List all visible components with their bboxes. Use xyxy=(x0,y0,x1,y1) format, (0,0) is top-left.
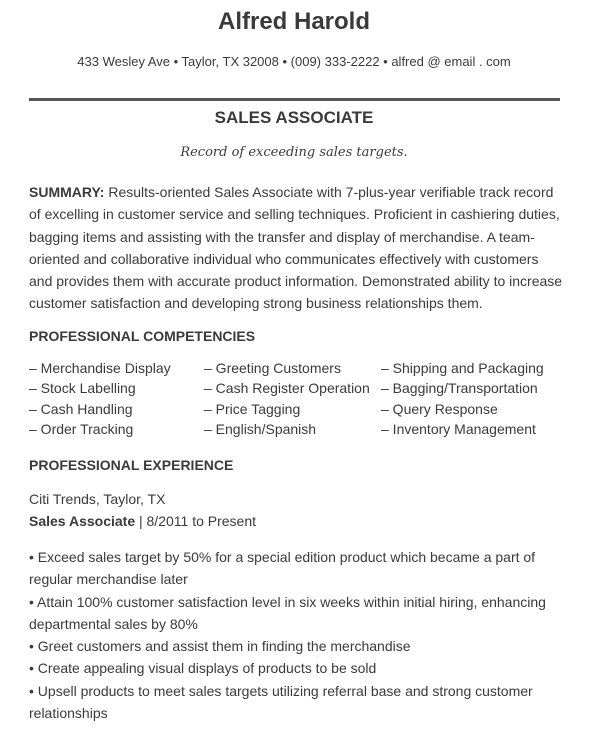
header-divider xyxy=(29,98,560,101)
competency-item: – Shipping and Packaging xyxy=(381,360,544,376)
competency-item: – English/Spanish xyxy=(204,420,317,437)
list-item: • Exceed sales target by 50% for a special edition product which became a part of regular merchandise later xyxy=(29,549,536,588)
position-title: Sales Associate xyxy=(29,513,136,529)
list-item: • Attain 100% customer satisfaction level in six weeks within initial hiring, enhancing departmental sales by 80% xyxy=(29,593,546,632)
summary-text: Results-oriented Sales Associate with 7-plus-year verifiable track record of excelling in customer service and selling techniques. Proficient in cashiering duties, bagging items and assisting with the transfer and display of merchandise. A team-oriented and collaborative individual who communicates effectively with customers and provides them with accurate product information. Demonstrated ability to increase customer satisfaction and developing strong business relationships them. xyxy=(29,184,563,312)
contact-line: 433 Wesley Ave • Taylor, TX 32008 • (009) 333-2222 • alfred @ email . com xyxy=(77,54,511,69)
competency-item: – Inventory Management xyxy=(381,420,536,437)
competency-item: – Order Tracking xyxy=(29,420,134,437)
position-line xyxy=(29,513,256,529)
list-item: • Create appealing visual displays of products to be sold xyxy=(29,660,377,677)
role-title: SALES ASSOCIATE xyxy=(214,108,374,127)
competency-item: – Stock Labelling xyxy=(29,380,136,397)
competencies-column-3 xyxy=(381,358,544,439)
competency-item: – Bagging/Transportation xyxy=(381,380,538,397)
competency-item: – Query Response xyxy=(381,400,498,417)
competencies-heading: PROFESSIONAL COMPETENCIES xyxy=(29,328,256,344)
employer-line: Citi Trends, Taylor, TX xyxy=(29,491,166,507)
competency-item: – Cash Handling xyxy=(29,400,133,417)
competencies-column-2 xyxy=(204,358,370,439)
experience-heading: PROFESSIONAL EXPERIENCE xyxy=(29,457,234,473)
competency-item: – Price Tagging xyxy=(204,400,301,417)
competency-item: – Greeting Customers xyxy=(204,360,341,376)
list-item: • Greet customers and assist them in finding the merchandise xyxy=(29,638,411,655)
candidate-name: Alfred Harold xyxy=(217,8,370,35)
competency-item: – Cash Register Operation xyxy=(204,380,370,397)
summary-section xyxy=(29,181,564,315)
experience-bullets xyxy=(29,546,569,724)
summary-label: SUMMARY: xyxy=(29,184,105,200)
competency-item: – Merchandise Display xyxy=(29,360,171,376)
tagline: Record of exceeding sales targets. xyxy=(180,145,408,160)
competencies-column-1 xyxy=(29,358,171,439)
list-item: • Upsell products to meet sales targets utilizing referral base and strong customer relationships xyxy=(29,682,533,722)
position-dates: | 8/2011 to Present xyxy=(135,513,257,529)
